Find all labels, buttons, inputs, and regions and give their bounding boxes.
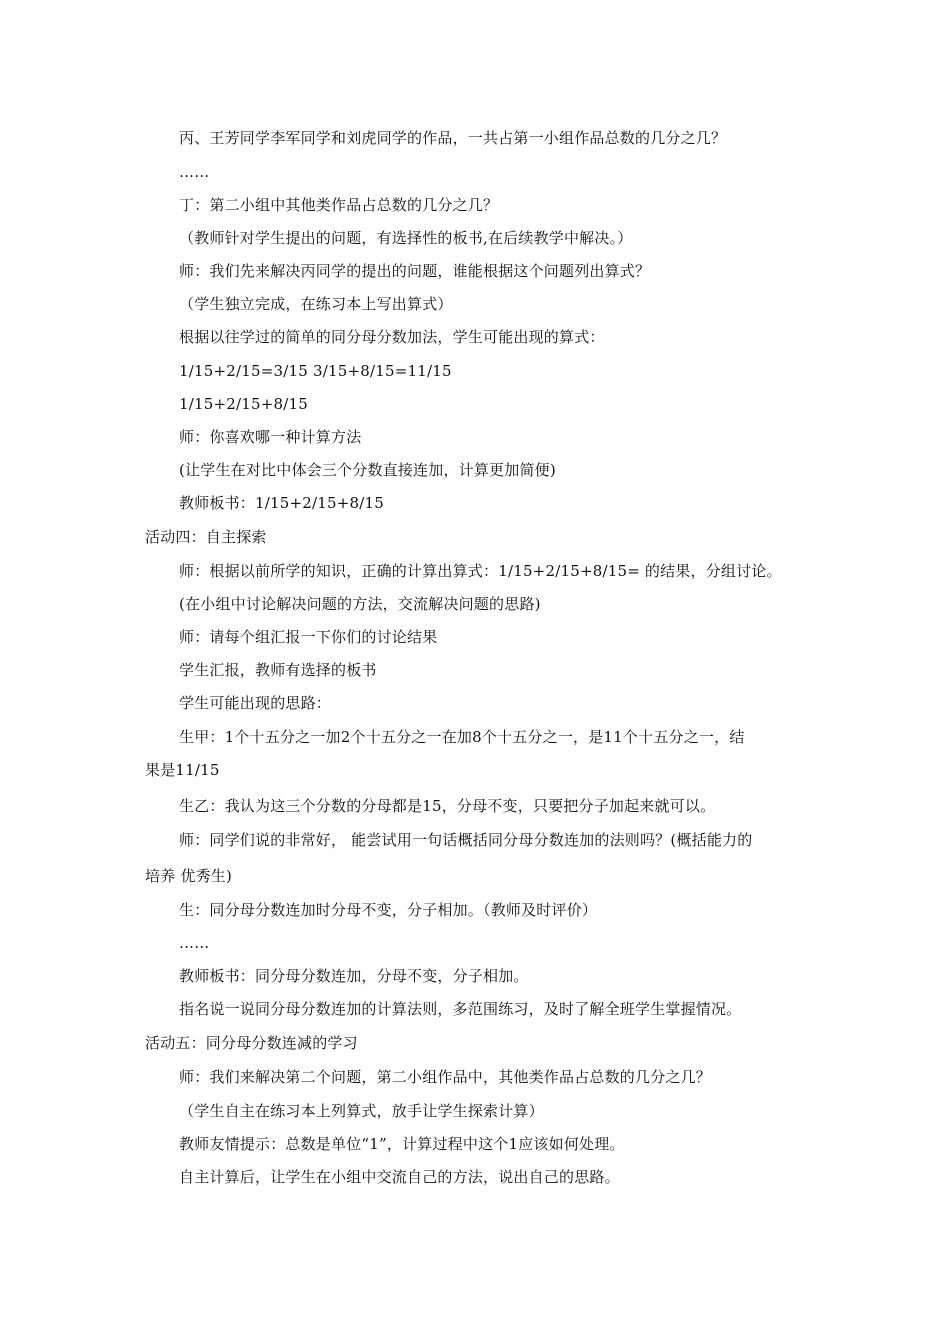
teacher-question: 师：你喜欢哪一种计算方法	[179, 428, 362, 446]
note-teacher-board: （教师针对学生提出的问题，有选择性的板书,在后续教学中解决。）	[179, 229, 633, 247]
formula-stepwise: 1/15+2/15=3/15 3/15+8/15=11/15	[179, 362, 452, 380]
teacher-request-report: 师：请每个组汇报一下你们的讨论结果	[179, 628, 438, 646]
student-rule-answer: 生：同分母分数连加时分母不变，分子相加。（教师及时评价）	[179, 901, 598, 919]
paragraph-possible-formulas: 根据以往学过的简单的同分母分数加法，学生可能出现的算式：	[179, 328, 605, 346]
formula-combined: 1/15+2/15+8/15	[179, 395, 308, 413]
note-group-discussion: (在小组中讨论解决问题的方法，交流解决问题的思路)	[179, 595, 541, 613]
teacher-prompt: 师：我们先来解决丙同学的提出的问题，谁能根据这个问题列出算式？	[179, 262, 651, 280]
ellipsis: ……	[179, 163, 210, 181]
paragraph-self-calc: 自主计算后，让学生在小组中交流自己的方法，说出自己的思路。	[179, 1168, 620, 1186]
student-a-answer-cont: 果是11/15	[145, 761, 220, 779]
paragraph-possible-ideas: 学生可能出现的思路：	[179, 694, 332, 712]
paragraph-student-report: 学生汇报，教师有选择的板书	[179, 661, 377, 679]
note-student-work: （学生独立完成，在练习本上写出算式）	[179, 295, 453, 313]
student-b-answer: 生乙：我认为这三个分数的分母都是15，分母不变，只要把分子加起来就可以。	[179, 797, 716, 815]
teacher-second-problem: 师：我们来解决第二个问题，第二小组作品中，其他类作品占总数的几分之几？	[179, 1068, 712, 1086]
student-a-answer: 生甲：1个十五分之一加2个十五分之一在加8个十五分之一，是11个十五分之一，结	[179, 728, 745, 746]
teacher-instruction: 师：根据以前所学的知识，正确的计算出算式：1/15+2/15+8/15= 的结果，分组讨论。	[179, 562, 782, 580]
question-bing: 丙、王芳同学李军同学和刘虎同学的作品，一共占第一小组作品总数的几分之几？	[179, 129, 727, 147]
teacher-praise: 师：同学们说的非常好， 能尝试用一句话概括同分母分数连加的法则吗？(概括能力的	[179, 831, 753, 849]
note-comparison: (让学生在对比中体会三个分数直接连加，计算更加简便)	[179, 461, 556, 479]
paragraph-practice: 指名说一说同分母分数连加的计算法则，多范围练习，及时了解全班学生掌握情况。	[179, 1000, 742, 1018]
teacher-hint: 教师友情提示：总数是单位“1”，计算过程中这个1应该如何处理。	[179, 1135, 625, 1153]
teacher-praise-cont: 培养 优秀生)	[145, 867, 233, 885]
question-ding: 丁：第二小组中其他类作品占总数的几分之几？	[179, 196, 499, 214]
teacher-board-rule: 教师板书：同分母分数连加，分母不变，分子相加。	[179, 967, 529, 985]
ellipsis-2: ……	[179, 934, 210, 952]
section-heading-activity-5: 活动五：同分母分数连减的学习	[145, 1034, 358, 1052]
teacher-board-formula: 教师板书：1/15+2/15+8/15	[179, 494, 384, 512]
note-explore-calc: （学生自主在练习本上列算式，放手让学生探索计算）	[179, 1102, 544, 1120]
section-heading-activity-4: 活动四：自主探索	[145, 528, 267, 546]
